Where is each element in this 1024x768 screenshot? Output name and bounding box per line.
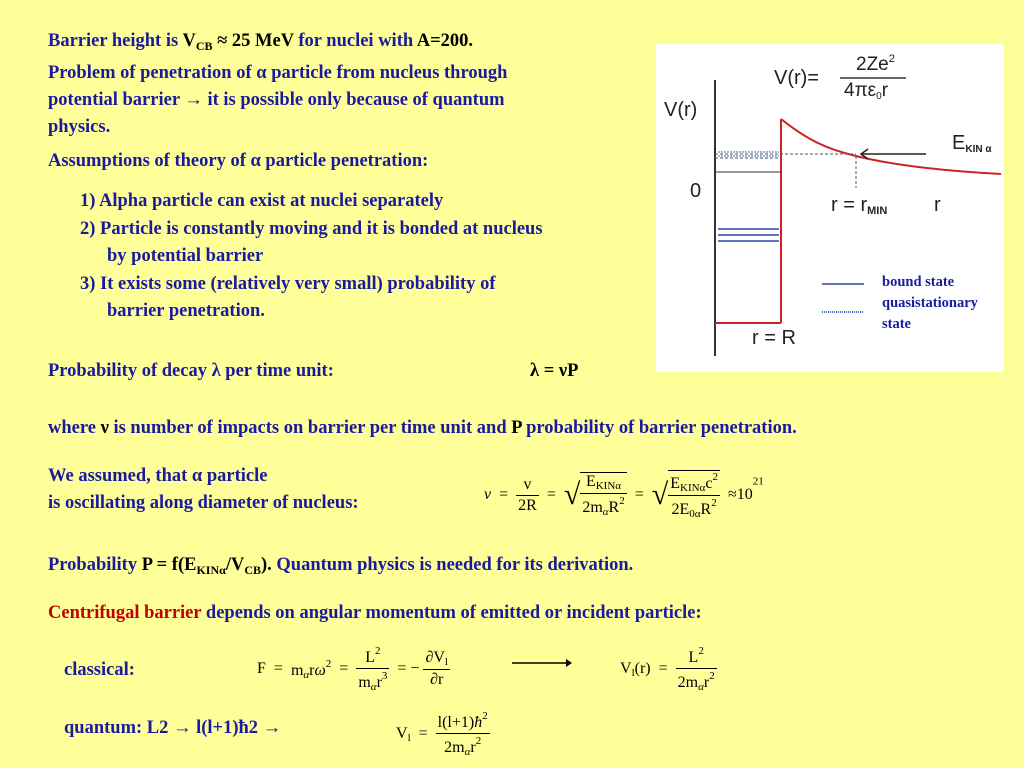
centrifugal-potential-formula: $V_l(r)$ = $\frac{L^2}{2m_\alpha r^2}$ [620,645,715,693]
r-equals-R-label: r = R [752,327,796,349]
legend-quasi-2: state [882,316,911,332]
barrier-height-text: Barrier height is $V_{CB} \approx 25$ MeV for nuclei with A=200. [48,31,474,53]
assumption-item: by potential barrier [107,246,264,266]
problem-line: potential barrier → it is possible only because of quantum [48,90,505,110]
assumption-item: barrier penetration. [107,301,265,321]
decay-formula: λ = νP [530,361,579,381]
assumption-item: 1) Alpha particle can exist at nuclei separately [80,191,444,211]
formula-numerator: 2Ze$^2$ [856,53,895,75]
classical-arrow [512,656,572,670]
quantum-label: quantum: L2 → l(l+1)ħ2 → [64,718,282,738]
r-axis-label: r [934,194,941,216]
oscillation-text [48,463,359,517]
zero-label: 0 [690,180,702,202]
where-text: where ν is number of impacts on barrier per time unit and P probability of barrier penetration. [48,418,797,438]
assumption-item: 3) It exists some (relatively very small) probability of [80,273,496,294]
decay-label: Probability of decay λ per time unit: [48,361,334,381]
problem-line: physics. [48,117,111,137]
assumptions-title: Assumptions of theory of α particle penetration: [48,151,429,171]
probability-text: Probability $P = f(E_{KIN\alpha}/V_{CB})$. Quantum physics is needed for its derivation. [48,555,634,577]
quantum-formula: $V_l$ = $\frac{l(l+1)ħ^2}{2m_\alpha r^2}$ [396,710,488,758]
v-axis-label: V(r) [664,99,698,121]
oscillation-line: We assumed, that α particle [48,466,268,486]
rmin-label: r = rMIN [831,194,888,217]
oscillation-line: is oscillating along diameter of nucleus: [48,493,359,513]
classical-formula: $F = m_\alpha r\omega^2$ = $\frac{L^2}{m_\alpha r^3}$ = − $\frac{\partial V_l}{\partial r}$ [257,645,448,693]
assumptions-list [80,188,543,326]
assumption-item: 2) Particle is constantly moving and it is bonded at nucleus [80,218,543,239]
problem-paragraph [48,60,507,141]
centrifugal-text: Centrifugal barrier depends on angular momentum of emitted or incident particle: [48,603,702,623]
problem-line: Problem of penetration of α particle from nucleus through [48,63,508,83]
nu-formula: ν = $\frac{v}{2R}$ = √ $\frac{E_{KIN\alpha}}{2m_\alpha R^2}$ = √ $\frac{E_{KIN\alpha}c^2}{2E_{0\alpha}R^2}$ $\approx 10^{21}$ [484,471,764,520]
classical-label: classical: [64,660,135,680]
potential-diagram [656,44,1004,372]
formula-lhs: V(r)= [774,67,819,89]
formula-denominator: 4πε0r [844,80,889,102]
ekin-label: EKIN α [952,132,992,155]
potential-barrier-figure [656,44,1004,372]
legend-bound: bound state [882,274,955,290]
legend-quasi-1: quasistationary [882,295,978,311]
